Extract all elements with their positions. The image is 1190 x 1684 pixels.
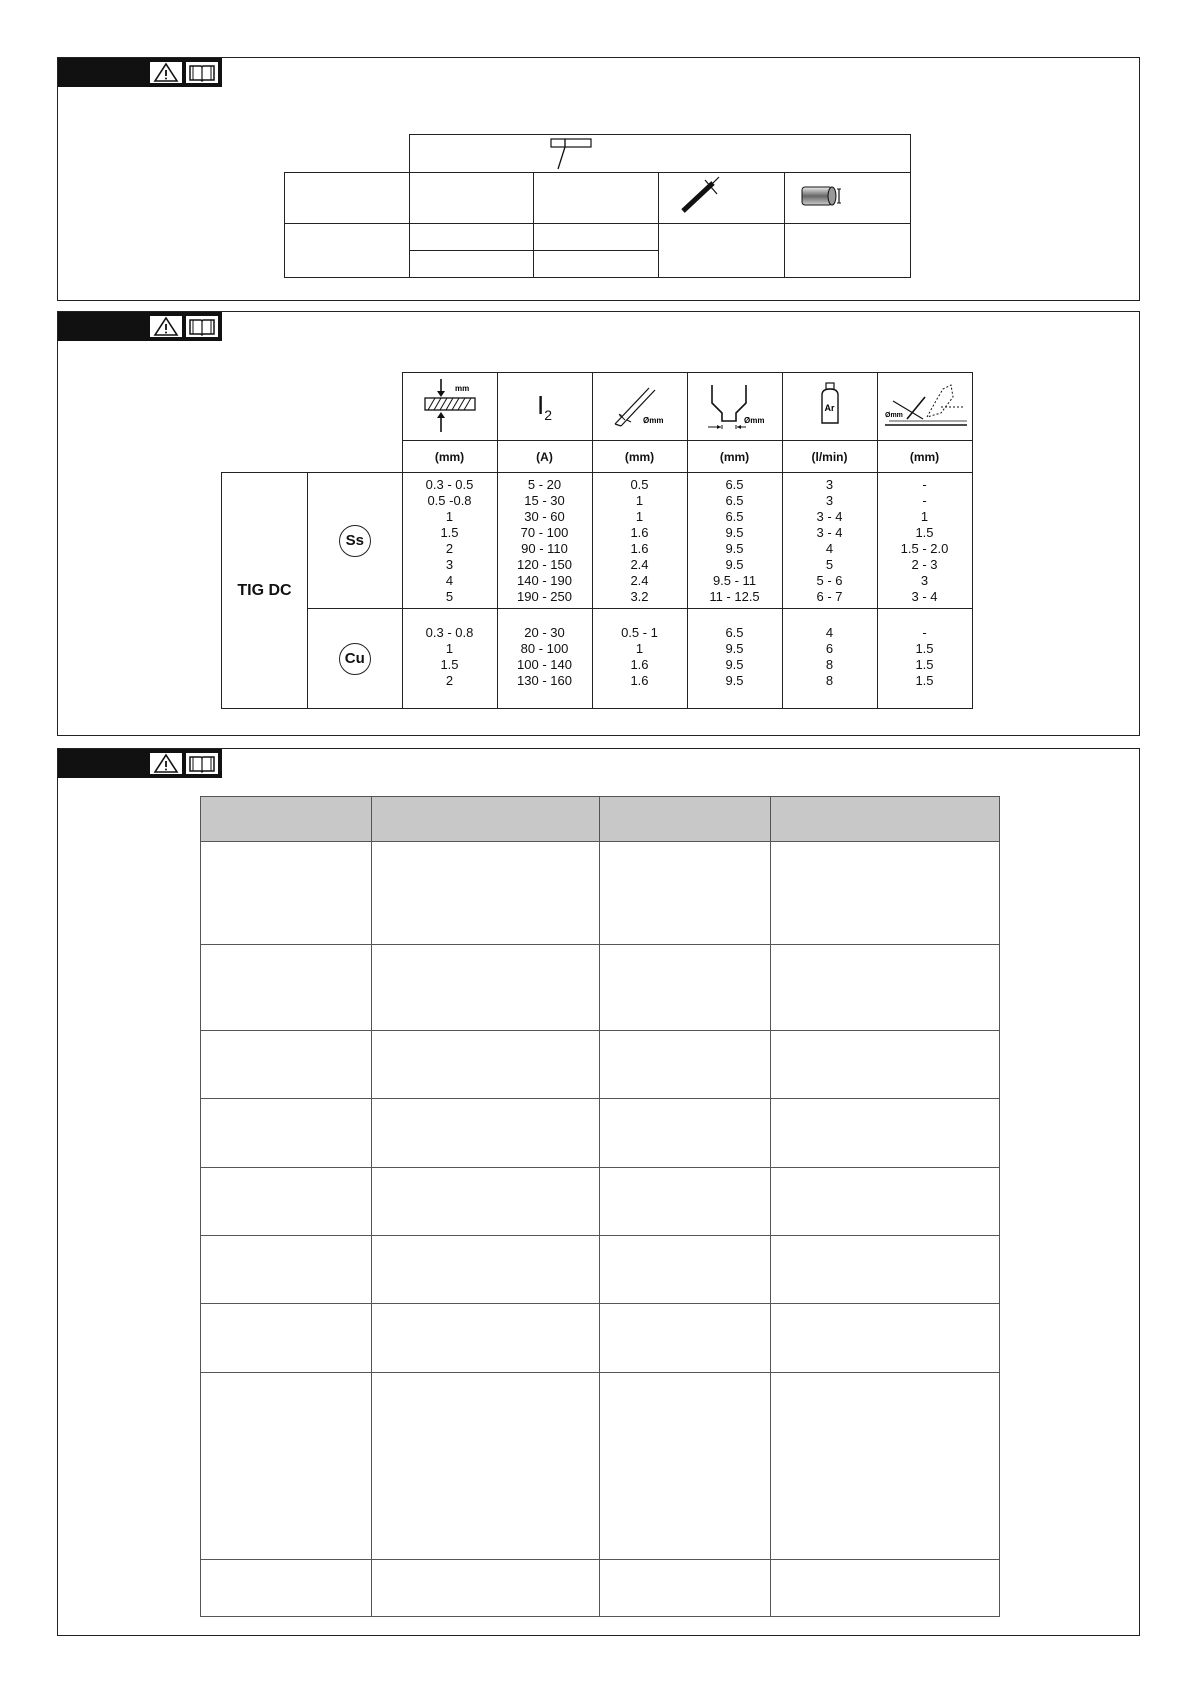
value-column	[498, 477, 592, 605]
manual-book-icon	[185, 752, 219, 775]
panel-header-bar	[58, 312, 222, 341]
panel-header-bar	[58, 749, 222, 778]
value-cell: 6.5	[725, 625, 744, 640]
value-cell: 1.5	[915, 657, 934, 672]
value-cell: 130 - 160	[517, 673, 572, 688]
value-cell: 2.4	[630, 572, 649, 588]
value-cell: 9.5	[725, 657, 744, 672]
value-cell: 9.5	[725, 524, 744, 540]
table-row	[201, 1031, 1000, 1099]
svg-text:Ømm: Ømm	[642, 416, 663, 425]
value-cell: 1.5	[915, 641, 934, 656]
electrode-rod-icon	[659, 173, 784, 218]
panel-header-bar	[58, 58, 222, 87]
manual-book-icon	[185, 61, 219, 84]
value-cell: 3.2	[630, 588, 649, 604]
value-cell: 30 - 60	[524, 508, 565, 524]
value-cell: 1	[635, 492, 644, 508]
tube-cell	[784, 173, 910, 224]
value-cell: -	[922, 492, 927, 508]
table-row	[201, 1373, 1000, 1560]
table-row	[201, 945, 1000, 1031]
unit-cell: (mm)	[402, 441, 497, 473]
value-cell: 3	[920, 572, 929, 588]
value-column	[498, 625, 592, 689]
panel-troubleshooting	[57, 748, 1140, 1636]
value-cell: 3 - 4	[816, 524, 843, 540]
value-cell: 4	[445, 572, 454, 588]
value-cell: 2.4	[630, 556, 649, 572]
panel-tig-settings	[57, 311, 1140, 736]
thickness-header	[402, 373, 497, 441]
value-cell: 2 - 3	[911, 556, 938, 572]
material-badge: Cu	[339, 643, 371, 675]
table-row	[201, 1304, 1000, 1373]
troubleshooting-table	[200, 796, 1000, 1617]
unit-cell: (mm)	[877, 441, 972, 473]
unit-cell: (l/min)	[782, 441, 877, 473]
value-cell: 1.6	[630, 657, 649, 672]
value-cell: 9.5	[725, 641, 744, 656]
value-cell: 1	[445, 508, 454, 524]
value-cell: 5 - 6	[816, 572, 843, 588]
value-cell: 11 - 12.5	[709, 588, 760, 604]
value-cell: -	[922, 625, 927, 640]
value-cell: 0.3 - 0.5	[425, 476, 474, 492]
value-cell: 6.5	[725, 476, 744, 492]
table-row	[201, 1560, 1000, 1617]
unit-cell: (mm)	[592, 441, 687, 473]
value-cell: 90 - 110	[521, 540, 568, 556]
value-cell: 0.5 - 1	[621, 625, 658, 640]
value-cell: 9.5	[725, 673, 744, 688]
warning-icon	[149, 752, 183, 775]
value-column	[593, 625, 687, 689]
value-column	[403, 477, 497, 605]
current-icon: $I_2$	[536, 389, 553, 424]
value-cell: 4	[825, 625, 834, 640]
value-cell: 3	[445, 556, 454, 572]
value-cell: 8	[825, 657, 834, 672]
value-cell: 3	[825, 492, 834, 508]
table-row	[201, 842, 1000, 945]
value-cell: 1	[635, 641, 644, 656]
filler-rod-icon	[881, 379, 969, 431]
electrode-icon	[607, 380, 673, 430]
value-cell: 6.5	[725, 508, 744, 524]
value-cell: 120 - 150	[517, 556, 572, 572]
value-cell: 190 - 250	[517, 588, 572, 604]
warning-icon	[149, 315, 183, 338]
electrode-diameter-icon	[545, 136, 625, 172]
nozzle-header	[687, 373, 782, 441]
value-column	[688, 477, 782, 605]
value-cell: 0.5	[630, 476, 649, 492]
value-column	[878, 625, 972, 689]
value-cell: 1.6	[630, 673, 649, 688]
value-column	[878, 477, 972, 605]
value-column	[593, 477, 687, 605]
unit-cell: (A)	[497, 441, 592, 473]
material-cell	[308, 609, 403, 709]
table-row	[201, 1168, 1000, 1236]
value-cell: 1.5	[440, 657, 459, 672]
argon-bottle-icon	[810, 379, 850, 431]
nozzle-icon	[702, 379, 768, 431]
value-cell: 3	[825, 476, 834, 492]
electrode-type-table	[284, 134, 911, 278]
value-cell: 9.5	[725, 540, 744, 556]
filler-header	[877, 373, 972, 441]
value-cell: 140 - 190	[517, 572, 572, 588]
table-header-row	[201, 797, 1000, 842]
table-row	[201, 1099, 1000, 1168]
value-cell: 6 - 7	[816, 588, 843, 604]
electrode-header	[592, 373, 687, 441]
value-cell: 1.5 - 2.0	[900, 540, 949, 556]
tube-roll-icon	[785, 173, 910, 218]
value-cell: 1.5	[915, 524, 934, 540]
value-cell: 5	[445, 588, 454, 604]
value-column	[783, 477, 877, 605]
tig-parameters-table	[221, 372, 973, 709]
value-cell: 100 - 140	[517, 657, 572, 672]
value-column	[783, 625, 877, 689]
material-badge: Ss	[339, 525, 371, 557]
value-cell: 5 - 20	[527, 476, 562, 492]
value-cell: 2	[445, 540, 454, 556]
value-cell: 1.6	[630, 524, 649, 540]
gas-header	[782, 373, 877, 441]
value-cell: 1	[445, 641, 454, 656]
value-cell: 4	[825, 540, 834, 556]
value-cell: 1	[635, 508, 644, 524]
value-cell: 1.5	[440, 524, 459, 540]
value-cell: 15 - 30	[524, 492, 565, 508]
material-cell	[308, 473, 403, 609]
value-cell: 9.5 - 11	[712, 572, 757, 588]
value-column	[403, 625, 497, 689]
value-cell: -	[922, 476, 927, 492]
value-cell: 3 - 4	[816, 508, 843, 524]
value-cell: 1	[920, 508, 929, 524]
table-row	[201, 1236, 1000, 1304]
svg-text:mm: mm	[454, 384, 469, 393]
unit-cell: (mm)	[687, 441, 782, 473]
value-cell: 80 - 100	[520, 641, 569, 656]
value-cell: 0.3 - 0.8	[425, 625, 474, 640]
value-column	[688, 625, 782, 689]
svg-text:Ømm: Ømm	[884, 412, 903, 419]
rod-cell	[658, 173, 784, 224]
value-cell: 1.6	[630, 540, 649, 556]
value-cell: 8	[825, 673, 834, 688]
svg-text:Ar: Ar	[824, 403, 835, 413]
svg-text:Ømm: Ømm	[743, 416, 764, 425]
value-cell: 20 - 30	[524, 625, 565, 640]
value-cell: 0.5 -0.8	[427, 492, 472, 508]
value-cell: 9.5	[725, 556, 744, 572]
value-cell: 6	[825, 641, 834, 656]
manual-book-icon	[185, 315, 219, 338]
warning-icon	[149, 61, 183, 84]
process-label: TIG DC	[222, 473, 308, 709]
current-header	[497, 373, 592, 441]
value-cell: 70 - 100	[520, 524, 569, 540]
value-cell: 6.5	[725, 492, 744, 508]
value-cell: 2	[445, 673, 454, 688]
panel-electrode-info	[57, 57, 1140, 301]
value-cell: 3 - 4	[911, 588, 938, 604]
value-cell: 1.5	[915, 673, 934, 688]
value-cell: 5	[825, 556, 834, 572]
diameter-header-cell	[409, 135, 910, 173]
thickness-icon	[419, 375, 481, 435]
